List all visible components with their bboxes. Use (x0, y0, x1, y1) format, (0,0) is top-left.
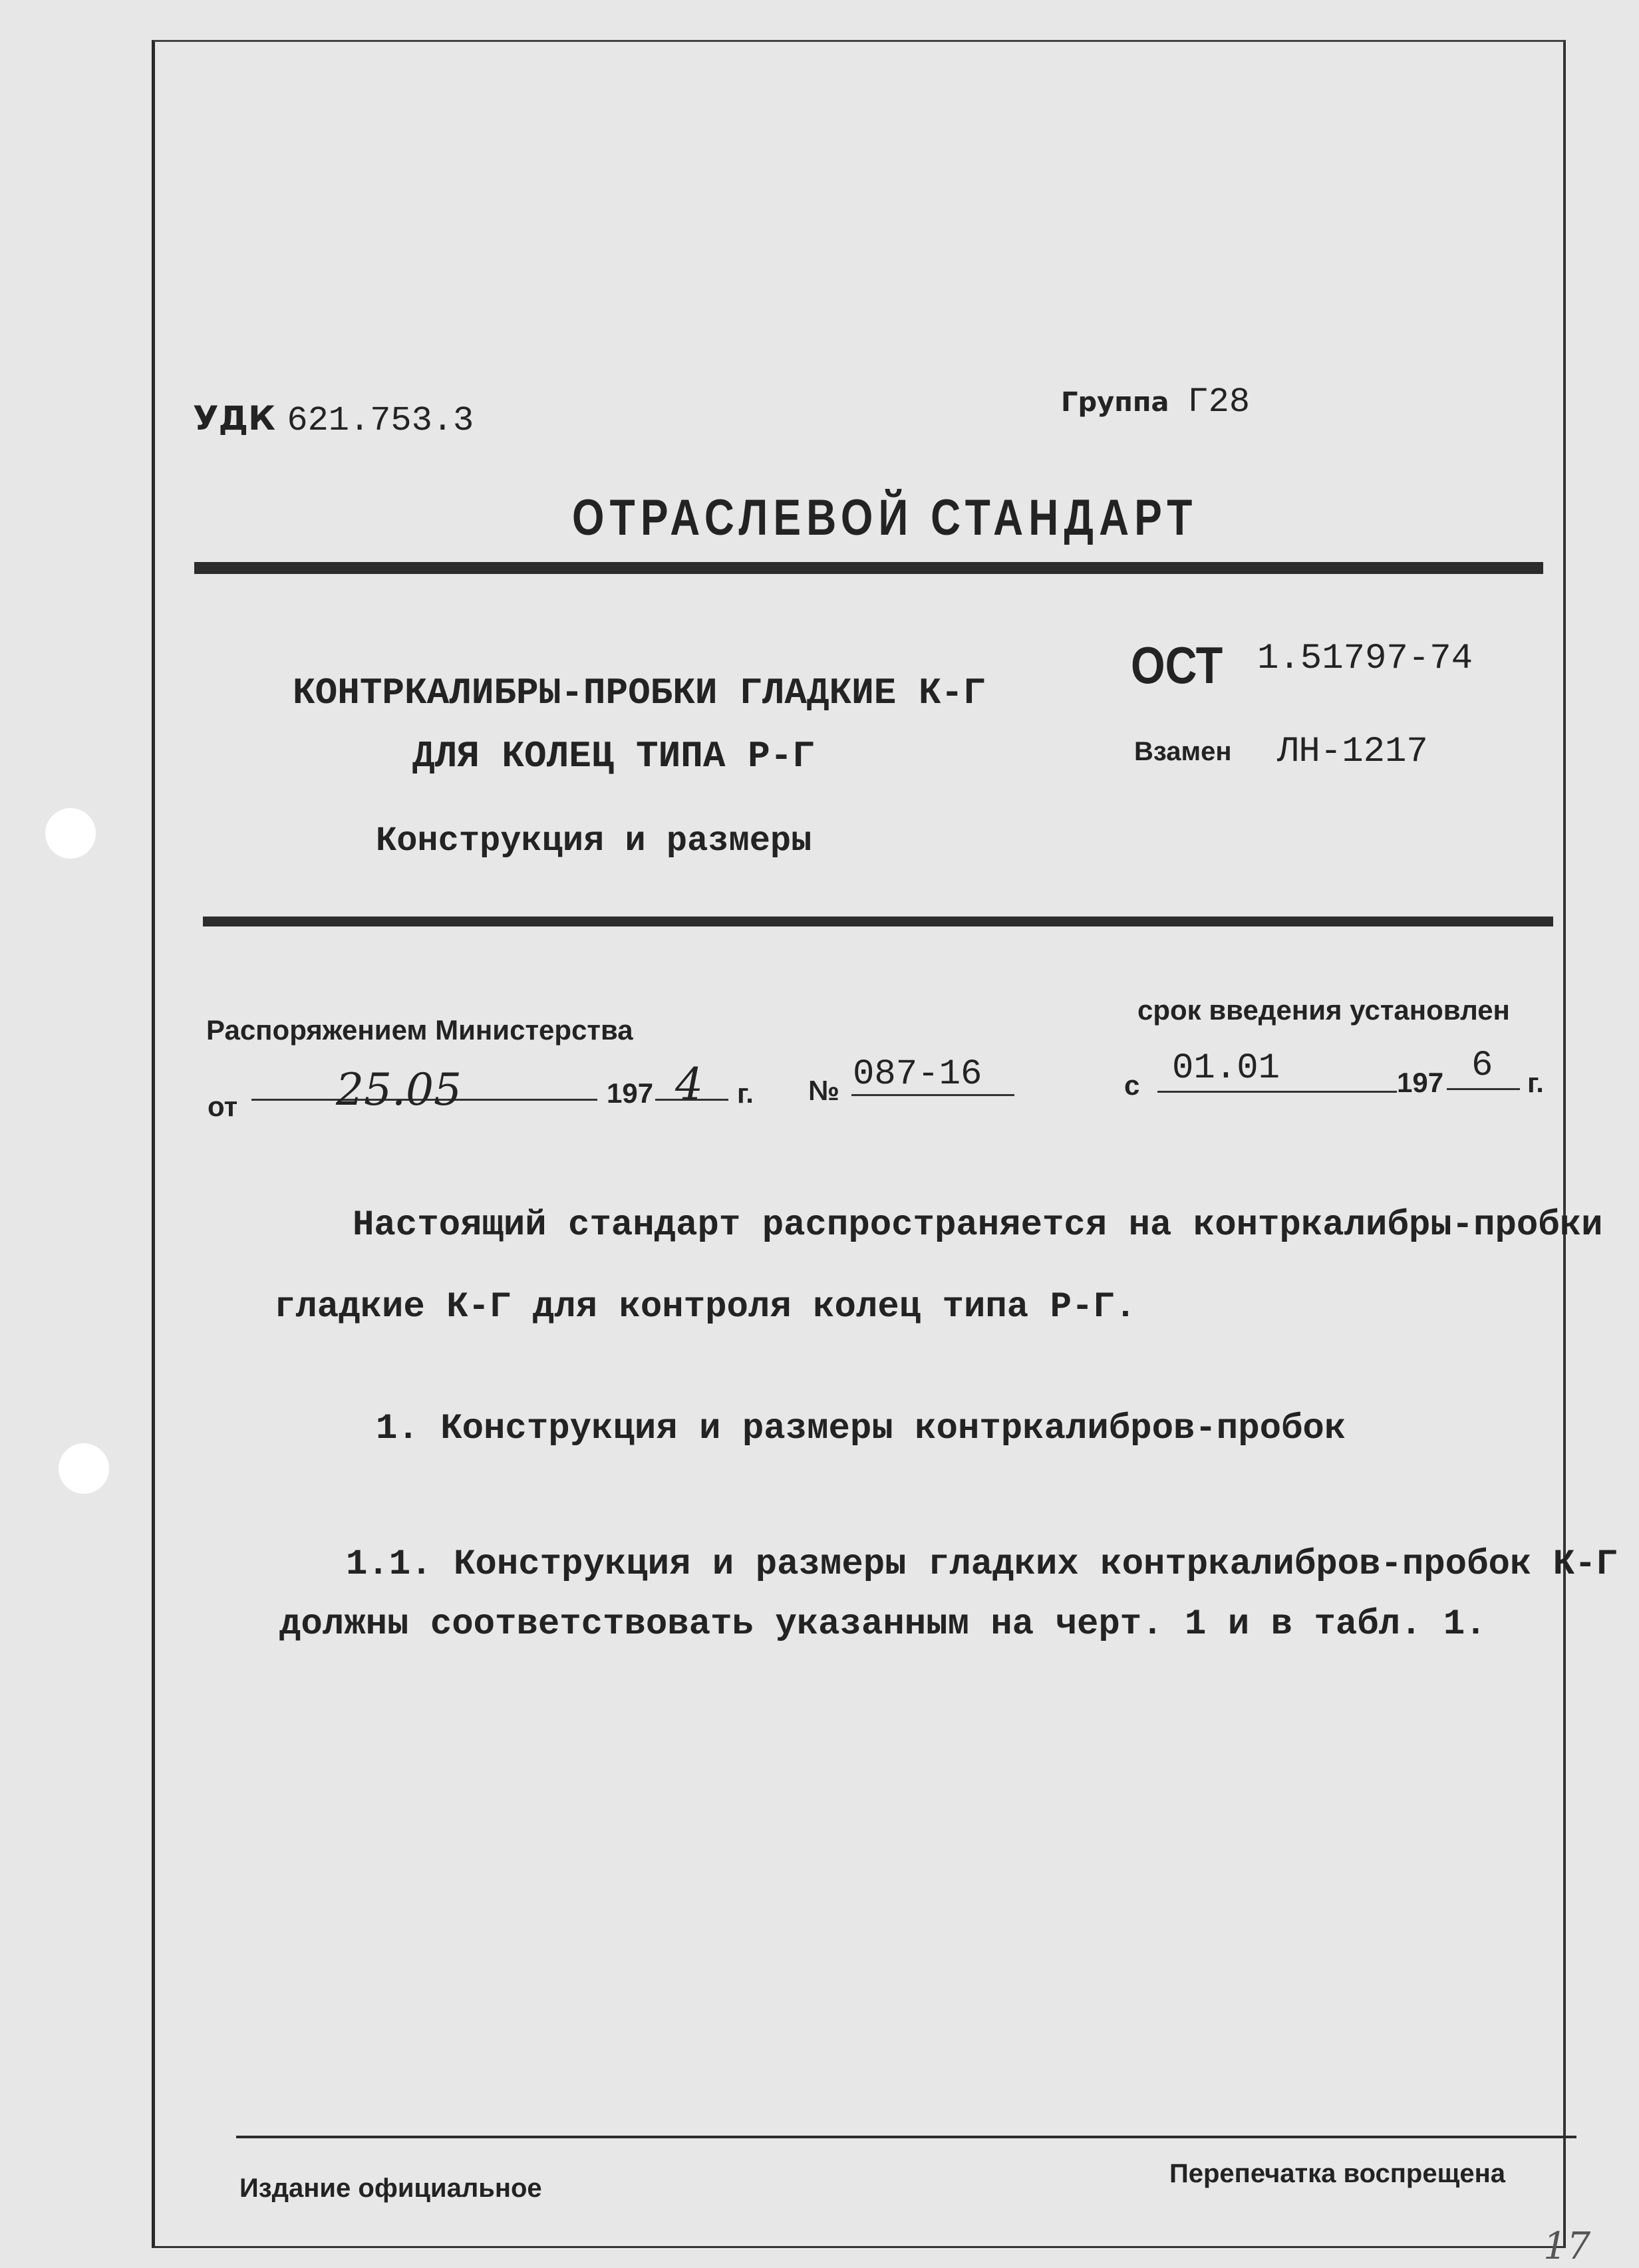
replaces-label: Взамен (1134, 737, 1232, 766)
page-frame (152, 40, 1566, 2248)
term-year-digit: 6 (1471, 1046, 1493, 1086)
term-year-prefix: 197 (1397, 1067, 1444, 1098)
section-heading: 1. Конструкция и размеры контркалибров-пробок (376, 1409, 1346, 1449)
order-year-digit: 4 (675, 1059, 703, 1110)
term-year-suffix: г. (1527, 1067, 1544, 1098)
udk-code (193, 399, 474, 440)
ost-label: ОСТ (1131, 636, 1223, 694)
order-from-label: от (208, 1091, 238, 1122)
standard-title-line1: КОНТРКАЛИБРЫ-ПРОБКИ ГЛАДКИЕ К-Г (293, 672, 986, 714)
title-rule (203, 917, 1553, 926)
footer-official-edition: Издание официальное (239, 2174, 542, 2203)
intro-line1: Настоящий стандарт распространяется на контркалибры-пробки (353, 1205, 1603, 1246)
ost-number: 1.51797-74 (1257, 638, 1473, 679)
document-header: ОТРАСЛЕВОЙ СТАНДАРТ (572, 490, 1198, 546)
term-date-line (1157, 1091, 1397, 1093)
term-from-label: с (1124, 1069, 1140, 1101)
clause-line1: 1.1. Конструкция и размеры гладких контркалибров-пробок К-Г (346, 1544, 1618, 1585)
order-number: 087-16 (853, 1054, 982, 1095)
punch-hole (59, 1443, 109, 1494)
udk-value: 621.753.3 (287, 401, 474, 440)
term-year-line (1447, 1088, 1520, 1090)
standard-title-line2: ДЛЯ КОЛЕЦ ТИПА Р-Г (412, 735, 815, 778)
group-label: Группа (1061, 387, 1169, 418)
order-number-label: № (808, 1075, 839, 1106)
order-year-prefix: 197 (607, 1077, 654, 1109)
udk-label: УДК (193, 399, 275, 438)
clause-line2: должны соответствовать указанным на черт. 1 и в табл. 1. (279, 1604, 1487, 1645)
term-date: 01.01 (1172, 1048, 1280, 1089)
order-date: 25.05 (336, 1064, 462, 1115)
footer-reprint-prohibited: Перепечатка воспрещена (1169, 2159, 1505, 2188)
header-rule (194, 562, 1543, 574)
group-value: Г28 (1187, 382, 1251, 422)
term-label: срок введения установлен (1137, 994, 1510, 1026)
standard-subtitle: Конструкция и размеры (376, 821, 812, 861)
page-number: 17 (1543, 2225, 1591, 2268)
footer-rule (236, 2136, 1576, 2138)
replaces-value: ЛН-1217 (1277, 732, 1428, 772)
punch-hole (45, 808, 96, 859)
intro-line2: гладкие К-Г для контроля колец типа Р-Г. (274, 1287, 1137, 1328)
group-code (1061, 382, 1250, 422)
order-label: Распоряжением Министерства (206, 1014, 633, 1046)
order-year-suffix: г. (737, 1077, 754, 1109)
